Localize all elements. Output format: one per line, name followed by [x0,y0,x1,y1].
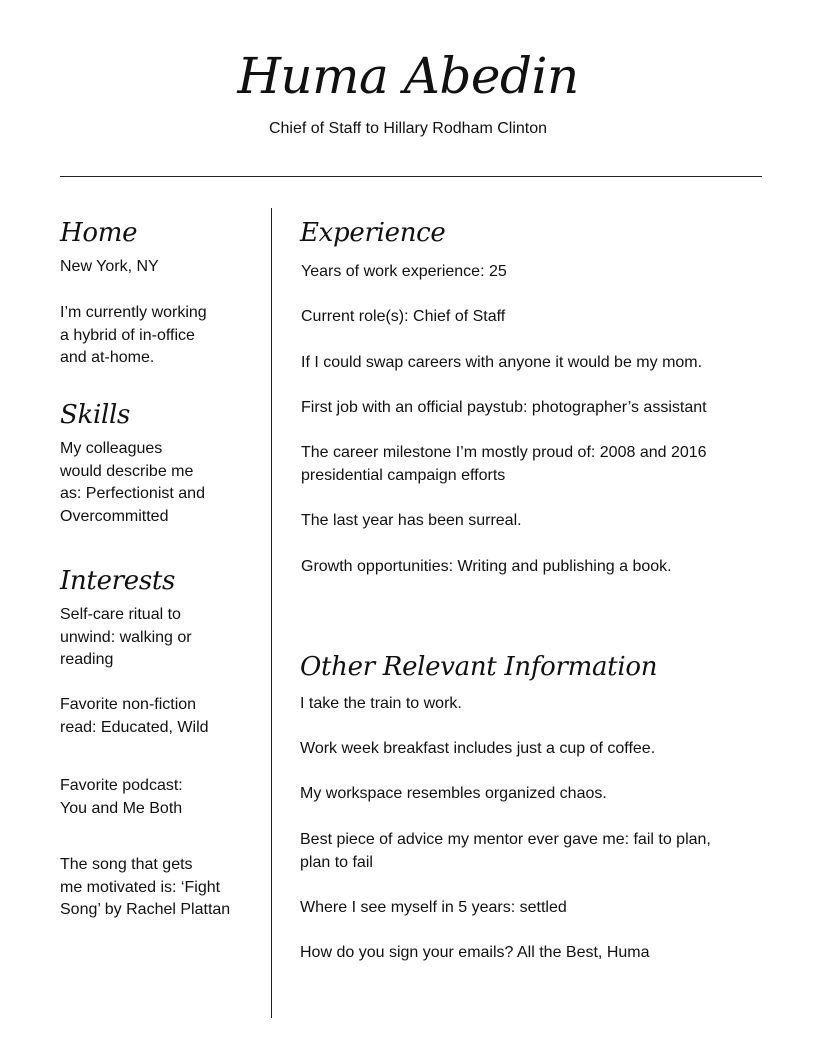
experience-item: Growth opportunities: Writing and publishing a book. [301,558,672,575]
interest-podcast: Favorite podcast: You and Me Both [60,777,183,817]
interest-reading: Favorite non-fiction read: Educated, Wild [60,696,209,736]
experience-item: Years of work experience: 25 [301,263,507,280]
home-work-arrangement: I’m currently working a hybrid of in-office and at-home. [60,304,207,366]
other-info-item: Work week breakfast includes just a cup of coffee. [300,740,656,757]
interests-heading: Interests [60,566,176,596]
other-info-item: How do you sign your emails? All the Best, Huma [300,944,650,961]
person-name: Huma Abedin [237,47,579,105]
experience-item: The last year has been surreal. [301,512,522,529]
other-info-item: Where I see myself in 5 years: settled [300,899,567,916]
experience-item: Current role(s): Chief of Staff [301,308,506,325]
column-divider [271,208,272,1018]
other-info-item: My workspace resembles organized chaos. [300,785,607,802]
interest-self-care: Self-care ritual to unwind: walking or reading [60,606,192,668]
skills-heading: Skills [60,400,131,430]
experience-item: If I could swap careers with anyone it would be my mom. [301,354,703,371]
header-divider [60,176,762,177]
home-location: New York, NY [60,258,159,275]
other-info-heading: Other Relevant Information [300,652,658,682]
home-heading: Home [60,218,138,248]
interest-song: The song that gets me motivated is: ‘Fight Song’ by Rachel Plattan [60,856,231,918]
experience-item: First job with an official paystub: photographer’s assistant [301,399,707,416]
skills-description: My colleagues would describe me as: Perfectionist and Overcommitted [60,440,205,525]
experience-item: The career milestone I’m mostly proud of: 2008 and 2016 presidential campaign efforts [301,444,707,484]
other-info-item: Best piece of advice my mentor ever gave me: fail to plan, plan to fail [300,831,711,871]
job-title: Chief of Staff to Hillary Rodham Clinton [268,120,548,137]
other-info-item: I take the train to work. [300,695,462,712]
experience-heading: Experience [300,218,446,248]
